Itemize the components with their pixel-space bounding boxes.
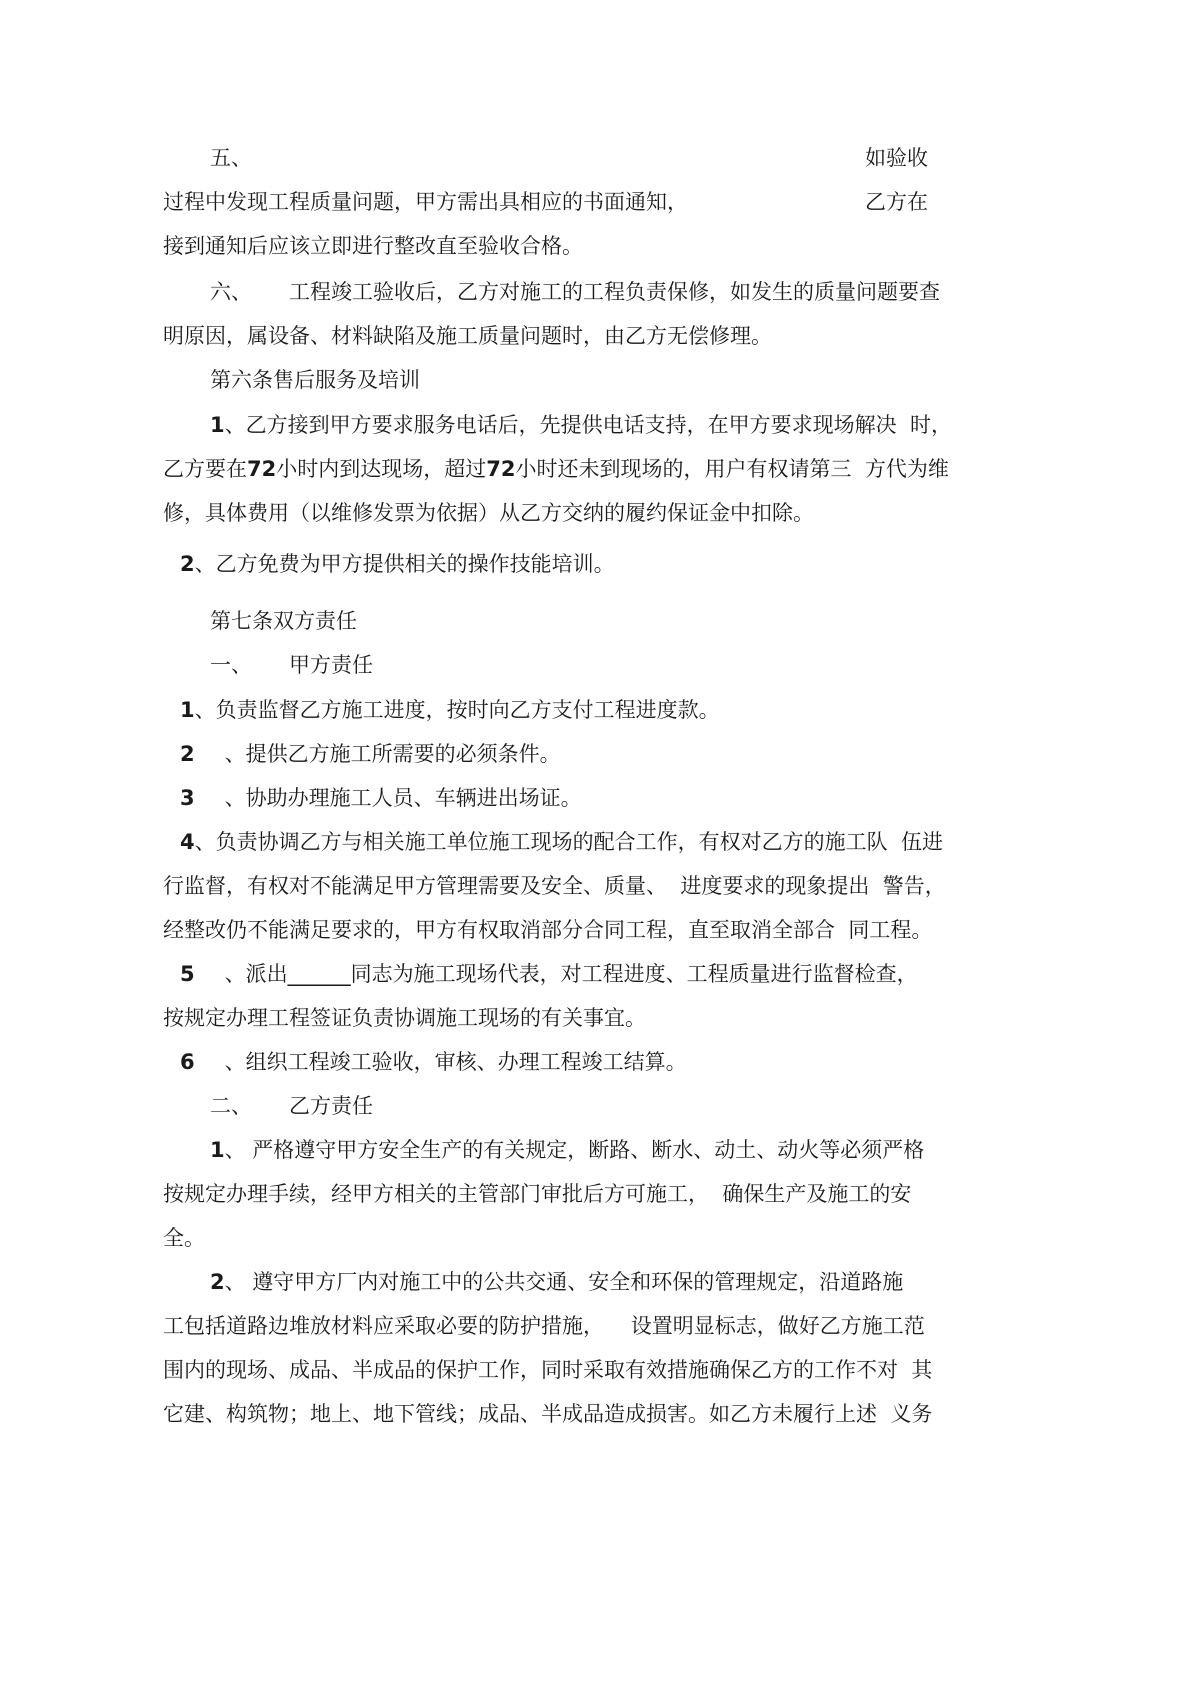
section-5-head-right: 如验收: [865, 146, 928, 170]
section-6-label: 六、: [210, 280, 252, 304]
part-a-item-3: 3 、协助办理施工人员、车辆进出场证。: [180, 786, 582, 810]
item-number: 4: [180, 830, 195, 854]
part-b-item-2-line-1: 2、 遵守甲方厂内对施工中的公共交通、安全和环保的管理规定，沿道路施: [210, 1270, 904, 1294]
section-5-line-2: 过程中发现工程质量问题，甲方需出具相应的书面通知，: [163, 190, 688, 214]
part-b-label: 二、: [210, 1094, 252, 1118]
item-number: 3: [180, 786, 195, 810]
part-a-item-5-line-1: 5 、派出______同志为施工现场代表，对工程进度、工程质量进行监督检查，: [180, 962, 918, 986]
item-number: 6: [180, 1050, 195, 1074]
part-a-item-5-line-2: 按规定办理工程签证负责协调施工现场的有关事宜。: [163, 1006, 646, 1030]
article-6-item-1-line-2: 乙方要在72小时内到达现场，超过72小时还未到现场的，用户有权请第三 方代为维: [163, 457, 949, 481]
section-6-line-1: 工程竣工验收后，乙方对施工的工程负责保修，如发生的质量问题要查: [289, 280, 940, 304]
part-a-item-2: 2 、提供乙方施工所需要的必须条件。: [180, 742, 561, 766]
article-7-title: 第七条双方责任: [210, 609, 357, 633]
article-6-item-2: 2、乙方免费为甲方提供相关的操作技能培训。: [180, 552, 615, 576]
article-6-item-1-line-1: 1、乙方接到甲方要求服务电话后，先提供电话支持，在甲方要求现场解决 时，: [210, 413, 952, 437]
part-b-item-2-line-4: 它建、构筑物；地上、地下管线；成品、半成品造成损害。如乙方未履行上述 义务: [163, 1402, 933, 1426]
part-a-item-4-line-3: 经整改仍不能满足要求的，甲方有权取消部分合同工程，直至取消全部合 同工程。: [163, 918, 933, 942]
item-number: 1: [210, 413, 225, 437]
part-a-label: 一、: [210, 653, 252, 677]
item-number: 2: [210, 1270, 225, 1294]
article-6-title: 第六条售后服务及培训: [210, 368, 420, 392]
item-number: 1: [180, 698, 195, 722]
part-b-item-2-line-3: 围内的现场、成品、半成品的保护工作，同时采取有效措施确保乙方的工作不对 其: [163, 1358, 933, 1382]
part-b-item-1-line-3: 全。: [163, 1226, 205, 1250]
part-a-title: 甲方责任: [289, 653, 373, 677]
part-b-item-1-line-2: 按规定办理手续，经甲方相关的主管部门审批后方可施工， 确保生产及施工的安: [163, 1182, 912, 1206]
section-5-line-3: 接到通知后应该立即进行整改直至验收合格。: [163, 234, 583, 258]
hours-value: 72: [486, 457, 516, 481]
item-number: 1: [210, 1138, 225, 1162]
part-a-item-1: 1、负责监督乙方施工进度，按时向乙方支付工程进度款。: [180, 698, 720, 722]
section-5-line-2-right: 乙方在: [865, 190, 928, 214]
item-number: 2: [180, 552, 195, 576]
article-6-item-1-line-3: 修，具体费用（以维修发票为依据）从乙方交纳的履约保证金中扣除。: [163, 501, 814, 525]
item-number: 2: [180, 742, 195, 766]
part-a-item-4-line-2: 行监督，有权对不能满足甲方管理需要及安全、质量、 进度要求的现象提出 警告，: [163, 874, 946, 898]
part-b-item-1-line-1: 1、 严格遵守甲方安全生产的有关规定，断路、断水、动土、动火等必须严格: [210, 1138, 925, 1162]
hours-value: 72: [247, 457, 277, 481]
section-6-line-2: 明原因，属设备、材料缺陷及施工质量问题时，由乙方无偿修理。: [163, 324, 772, 348]
section-5-label: 五、: [210, 146, 252, 170]
item-number: 5: [180, 962, 195, 986]
part-a-item-6: 6 、组织工程竣工验收，审核、办理工程竣工结算。: [180, 1050, 687, 1074]
part-b-item-2-line-2: 工包括道路边堆放材料应采取必要的防护措施， 设置明显标志，做好乙方施工范: [163, 1314, 925, 1338]
part-a-item-4-line-1: 4、负责协调乙方与相关施工单位施工现场的配合工作，有权对乙方的施工队 伍进: [180, 830, 943, 854]
representative-blank: ______: [287, 962, 351, 986]
part-b-title: 乙方责任: [289, 1094, 373, 1118]
